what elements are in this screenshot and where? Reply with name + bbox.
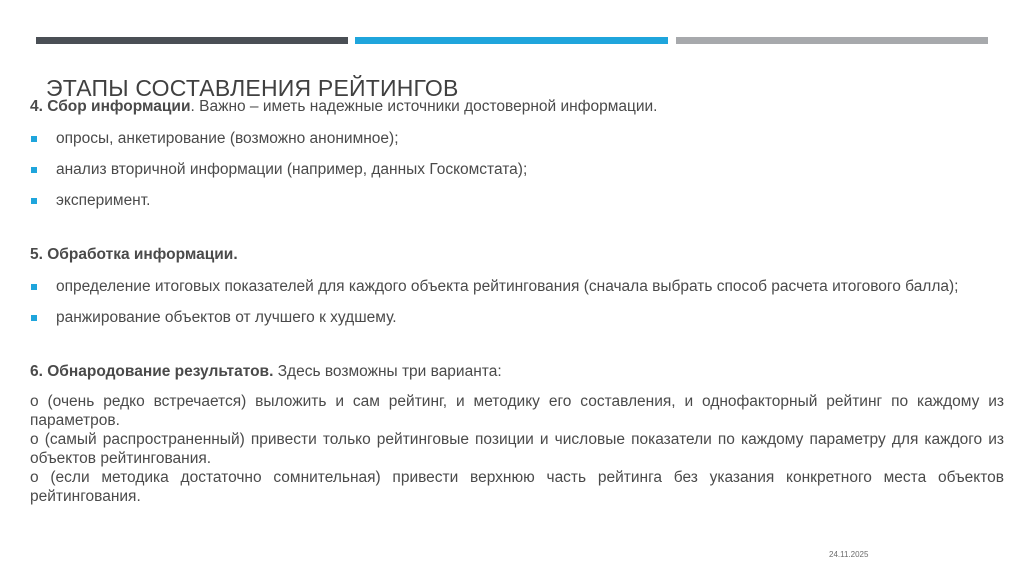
list-item-text: эксперимент. <box>56 192 151 209</box>
section-4-text: . Важно – иметь надежные источники достоверной информации. <box>190 98 658 115</box>
slide-title: ЭТАПЫ СОСТАВЛЕНИЯ РЕЙТИНГОВ <box>46 75 459 102</box>
bullet-icon <box>31 315 37 321</box>
option-paragraph: о (если методика достаточно сомнительная) привести верхнюю часть рейтинга без указания конкретного места объектов рейтингования. <box>30 469 1004 505</box>
bullet-icon <box>31 198 37 204</box>
list-item <box>30 160 1004 179</box>
list-item <box>30 277 1004 296</box>
slide-date: 24.11.2025 <box>829 550 869 559</box>
section-4-heading: 4. Сбор информации <box>30 98 191 115</box>
bullet-icon <box>31 136 37 142</box>
header-bar-accent <box>355 37 668 44</box>
slide-content <box>30 97 1004 506</box>
bullet-icon <box>31 284 37 290</box>
list-item-text: ранжирование объектов от лучшего к худшему. <box>56 309 397 326</box>
section-6-heading: 6. Обнародование результатов. <box>30 363 274 380</box>
list-item <box>30 308 1004 327</box>
list-item-text: определение итоговых показателей для каждого объекта рейтингования (сначала выбрать способ расчета итогового балла); <box>56 278 959 295</box>
header-bar-grey <box>676 37 988 44</box>
list-item-text: опросы, анкетирование (возможно анонимное); <box>56 130 399 147</box>
option-paragraph: о (очень редко встречается) выложить и сам рейтинг, и методику его составления, и однофакторный рейтинг по каждому из параметров. <box>30 393 1004 429</box>
list-item <box>30 129 1004 148</box>
header-bar-dark <box>36 37 348 44</box>
bullet-icon <box>31 167 37 173</box>
list-item-text: анализ вторичной информации (например, данных Госкомстата); <box>56 161 528 178</box>
section-5-heading: 5. Обработка информации. <box>30 246 238 263</box>
list-item <box>30 191 1004 210</box>
section-5-paragraph <box>30 245 1004 264</box>
section-6-text: Здесь возможны три варианта: <box>273 363 502 380</box>
section-6-paragraph <box>30 362 1004 381</box>
section-4-paragraph <box>30 97 1004 116</box>
option-paragraph: о (самый распространенный) привести только рейтинговые позиции и числовые показатели по каждому параметру для каждого из объектов рейтингования. <box>30 431 1004 467</box>
